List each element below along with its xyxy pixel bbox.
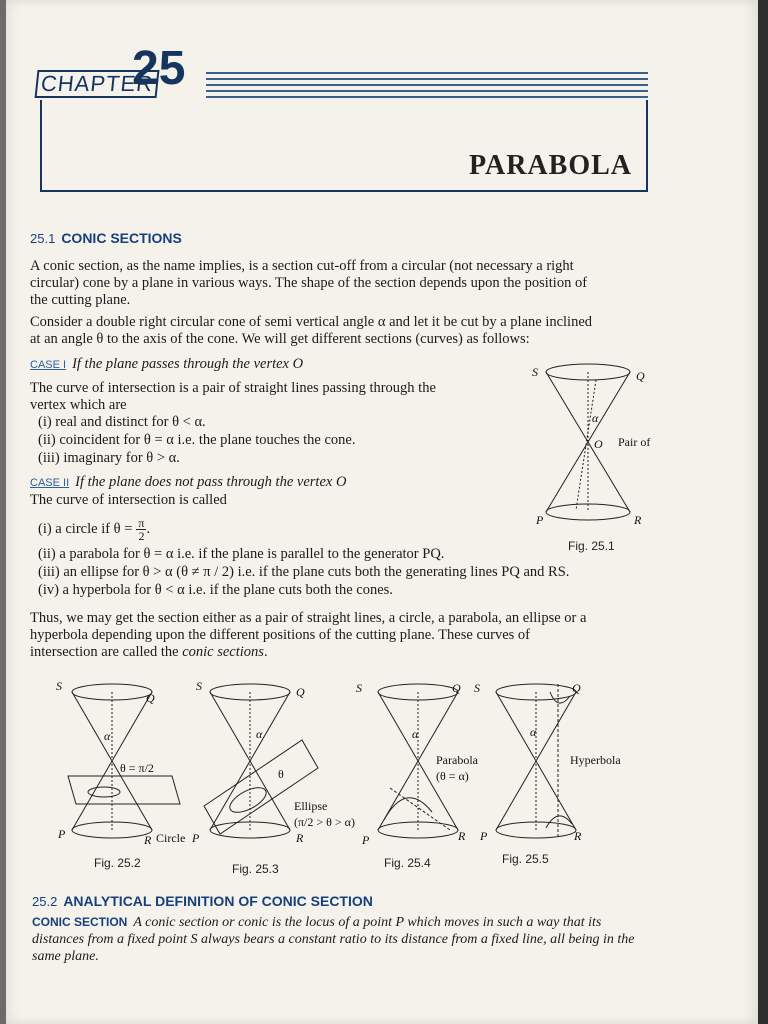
label-r: R [144, 833, 152, 847]
text-line: vertex which are [30, 397, 127, 413]
text-line: distances from a fixed point S always bears a constant ratio to its distance from a fixed line, all being in the [32, 932, 635, 947]
figure-caption: Fig. 25.5 [502, 852, 549, 866]
label-s: S [532, 365, 538, 379]
section-number: 25.1 [30, 231, 56, 246]
text-line [30, 644, 658, 661]
section-title: ANALYTICAL DEFINITION OF CONIC SECTION [63, 893, 373, 909]
text-line [32, 914, 672, 931]
section-heading-2 [32, 893, 373, 911]
case1-heading [30, 356, 520, 374]
case-heading-text: If the plane does not pass through the vertex O [75, 474, 347, 490]
label-alpha: α [256, 727, 263, 741]
case1-text [30, 380, 520, 414]
thus-paragraph [30, 610, 658, 661]
case2-text: The curve of intersection is called [30, 492, 227, 508]
label-q: Q [146, 691, 155, 705]
label-q: Q [452, 681, 461, 695]
figure-caption: Fig. 25.3 [232, 862, 279, 876]
text-line: circular) cone by a plane in various ways. The shape of the section depends upon the position of [30, 275, 588, 291]
text-segment: intersection are called the [30, 644, 183, 660]
case2-item: (ii) a parabola for θ = α i.e. if the plane is parallel to the generator PQ. [38, 546, 445, 562]
text-segment: . [263, 644, 268, 660]
label-s: S [356, 681, 362, 695]
label-q: Q [636, 369, 645, 383]
label-parabola: Parabola [436, 753, 478, 767]
background-edge [758, 0, 768, 1024]
section-heading-1 [30, 230, 182, 248]
label-theta: θ [278, 767, 284, 781]
label-r: R [574, 829, 582, 843]
fraction [136, 517, 146, 542]
text-line: same plane. [32, 949, 99, 964]
text-line: A conic section, as the name implies, is a section cut-off from a circular (not necessary a right [30, 258, 574, 274]
figure-25-2 [54, 680, 194, 850]
chapter-title: PARABOLA [468, 150, 632, 181]
section-number: 25.2 [32, 894, 58, 909]
chapter-number: 25 [132, 42, 186, 95]
label-condition: (θ = α) [436, 769, 469, 783]
figure-25-5 [474, 678, 644, 848]
text-line: The curve of intersection is a pair of straight lines passing through the [30, 380, 436, 396]
label-p: P [480, 829, 488, 843]
label-p: P [192, 831, 200, 845]
case1-item: (i) real and distinct for θ < α. [38, 414, 206, 430]
label-s: S [474, 681, 480, 695]
case2-item: (iv) a hyperbola for θ < α i.e. if the plane cuts both the cones. [38, 582, 393, 598]
label-p: P [362, 833, 370, 847]
section2-paragraph [32, 914, 672, 965]
text-emphasis: conic sections [182, 644, 264, 660]
label-ellipse: Ellipse [294, 799, 328, 813]
figure-caption: Fig. 25.2 [94, 856, 141, 870]
label-alpha: α [592, 411, 599, 425]
subsection-title: CONIC SECTION [32, 915, 128, 929]
consider-paragraph [30, 314, 654, 348]
label-o: O [594, 437, 603, 451]
label-alpha: α [412, 727, 419, 741]
item-text: . [146, 521, 151, 537]
label-p: P [536, 513, 544, 527]
label-r: R [296, 831, 304, 845]
figure-25-3 [192, 680, 362, 850]
label-r: R [458, 829, 466, 843]
figure-caption: Fig. 25.1 [568, 539, 615, 553]
fraction-denominator: 2 [138, 529, 145, 543]
text-segment: A conic section or conic is the locus of a point P which moves in such a way that its [133, 915, 602, 930]
label-q: Q [572, 681, 581, 695]
figure-caption: Fig. 25.4 [384, 856, 431, 870]
case2-heading [30, 474, 520, 492]
case-label: CASE II [30, 477, 70, 489]
label-alpha: α [104, 729, 111, 743]
case2-item-circle [38, 517, 150, 542]
label-circle: Circle [156, 831, 186, 845]
case-heading-text: If the plane passes through the vertex O [72, 356, 304, 372]
item-text: (i) a circle if θ = [38, 521, 133, 537]
text-line: hyperbola depending upon the different positions of the cutting plane. These curves of [30, 627, 530, 643]
label-p: P [58, 827, 66, 841]
label-condition: (π/2 > θ > α) [294, 815, 355, 829]
case-label: CASE I [30, 359, 67, 371]
intro-paragraph [30, 258, 650, 309]
textbook-page [6, 0, 758, 1024]
chapter-tag: CHAPTER [35, 70, 160, 98]
section-title: CONIC SECTIONS [61, 230, 182, 246]
case1-item: (iii) imaginary for θ > α. [38, 450, 180, 466]
label-pair-of: Pair of [618, 435, 651, 449]
label-r: R [634, 513, 642, 527]
label-q: Q [296, 685, 305, 699]
case1-item: (ii) coincident for θ = α i.e. the plane touches the cone. [38, 432, 356, 448]
text-line: Consider a double right circular cone of semi vertical angle α and let it be cut by a plane inclined [30, 314, 593, 330]
fraction-numerator: π [138, 516, 145, 530]
label-s: S [56, 679, 62, 693]
label-theta: θ = π/2 [120, 761, 154, 775]
label-alpha: α [530, 725, 537, 739]
chapter-title-box [40, 100, 648, 192]
header-rule-lines [206, 72, 648, 102]
text-line: the cutting plane. [30, 292, 131, 308]
label-hyperbola: Hyperbola [570, 753, 621, 767]
case2-item: (iii) an ellipse for θ > α (θ ≠ π / 2) i.e. if the plane cuts both the generating lines PQ and RS. [38, 564, 570, 580]
label-s: S [196, 679, 202, 693]
text-line: at an angle θ to the axis of the cone. We will get different sections (curves) as follows: [30, 331, 530, 347]
text-line: Thus, we may get the section either as a pair of straight lines, a circle, a parabola, an ellipse or a [30, 610, 587, 626]
figure-25-1 [530, 360, 660, 535]
